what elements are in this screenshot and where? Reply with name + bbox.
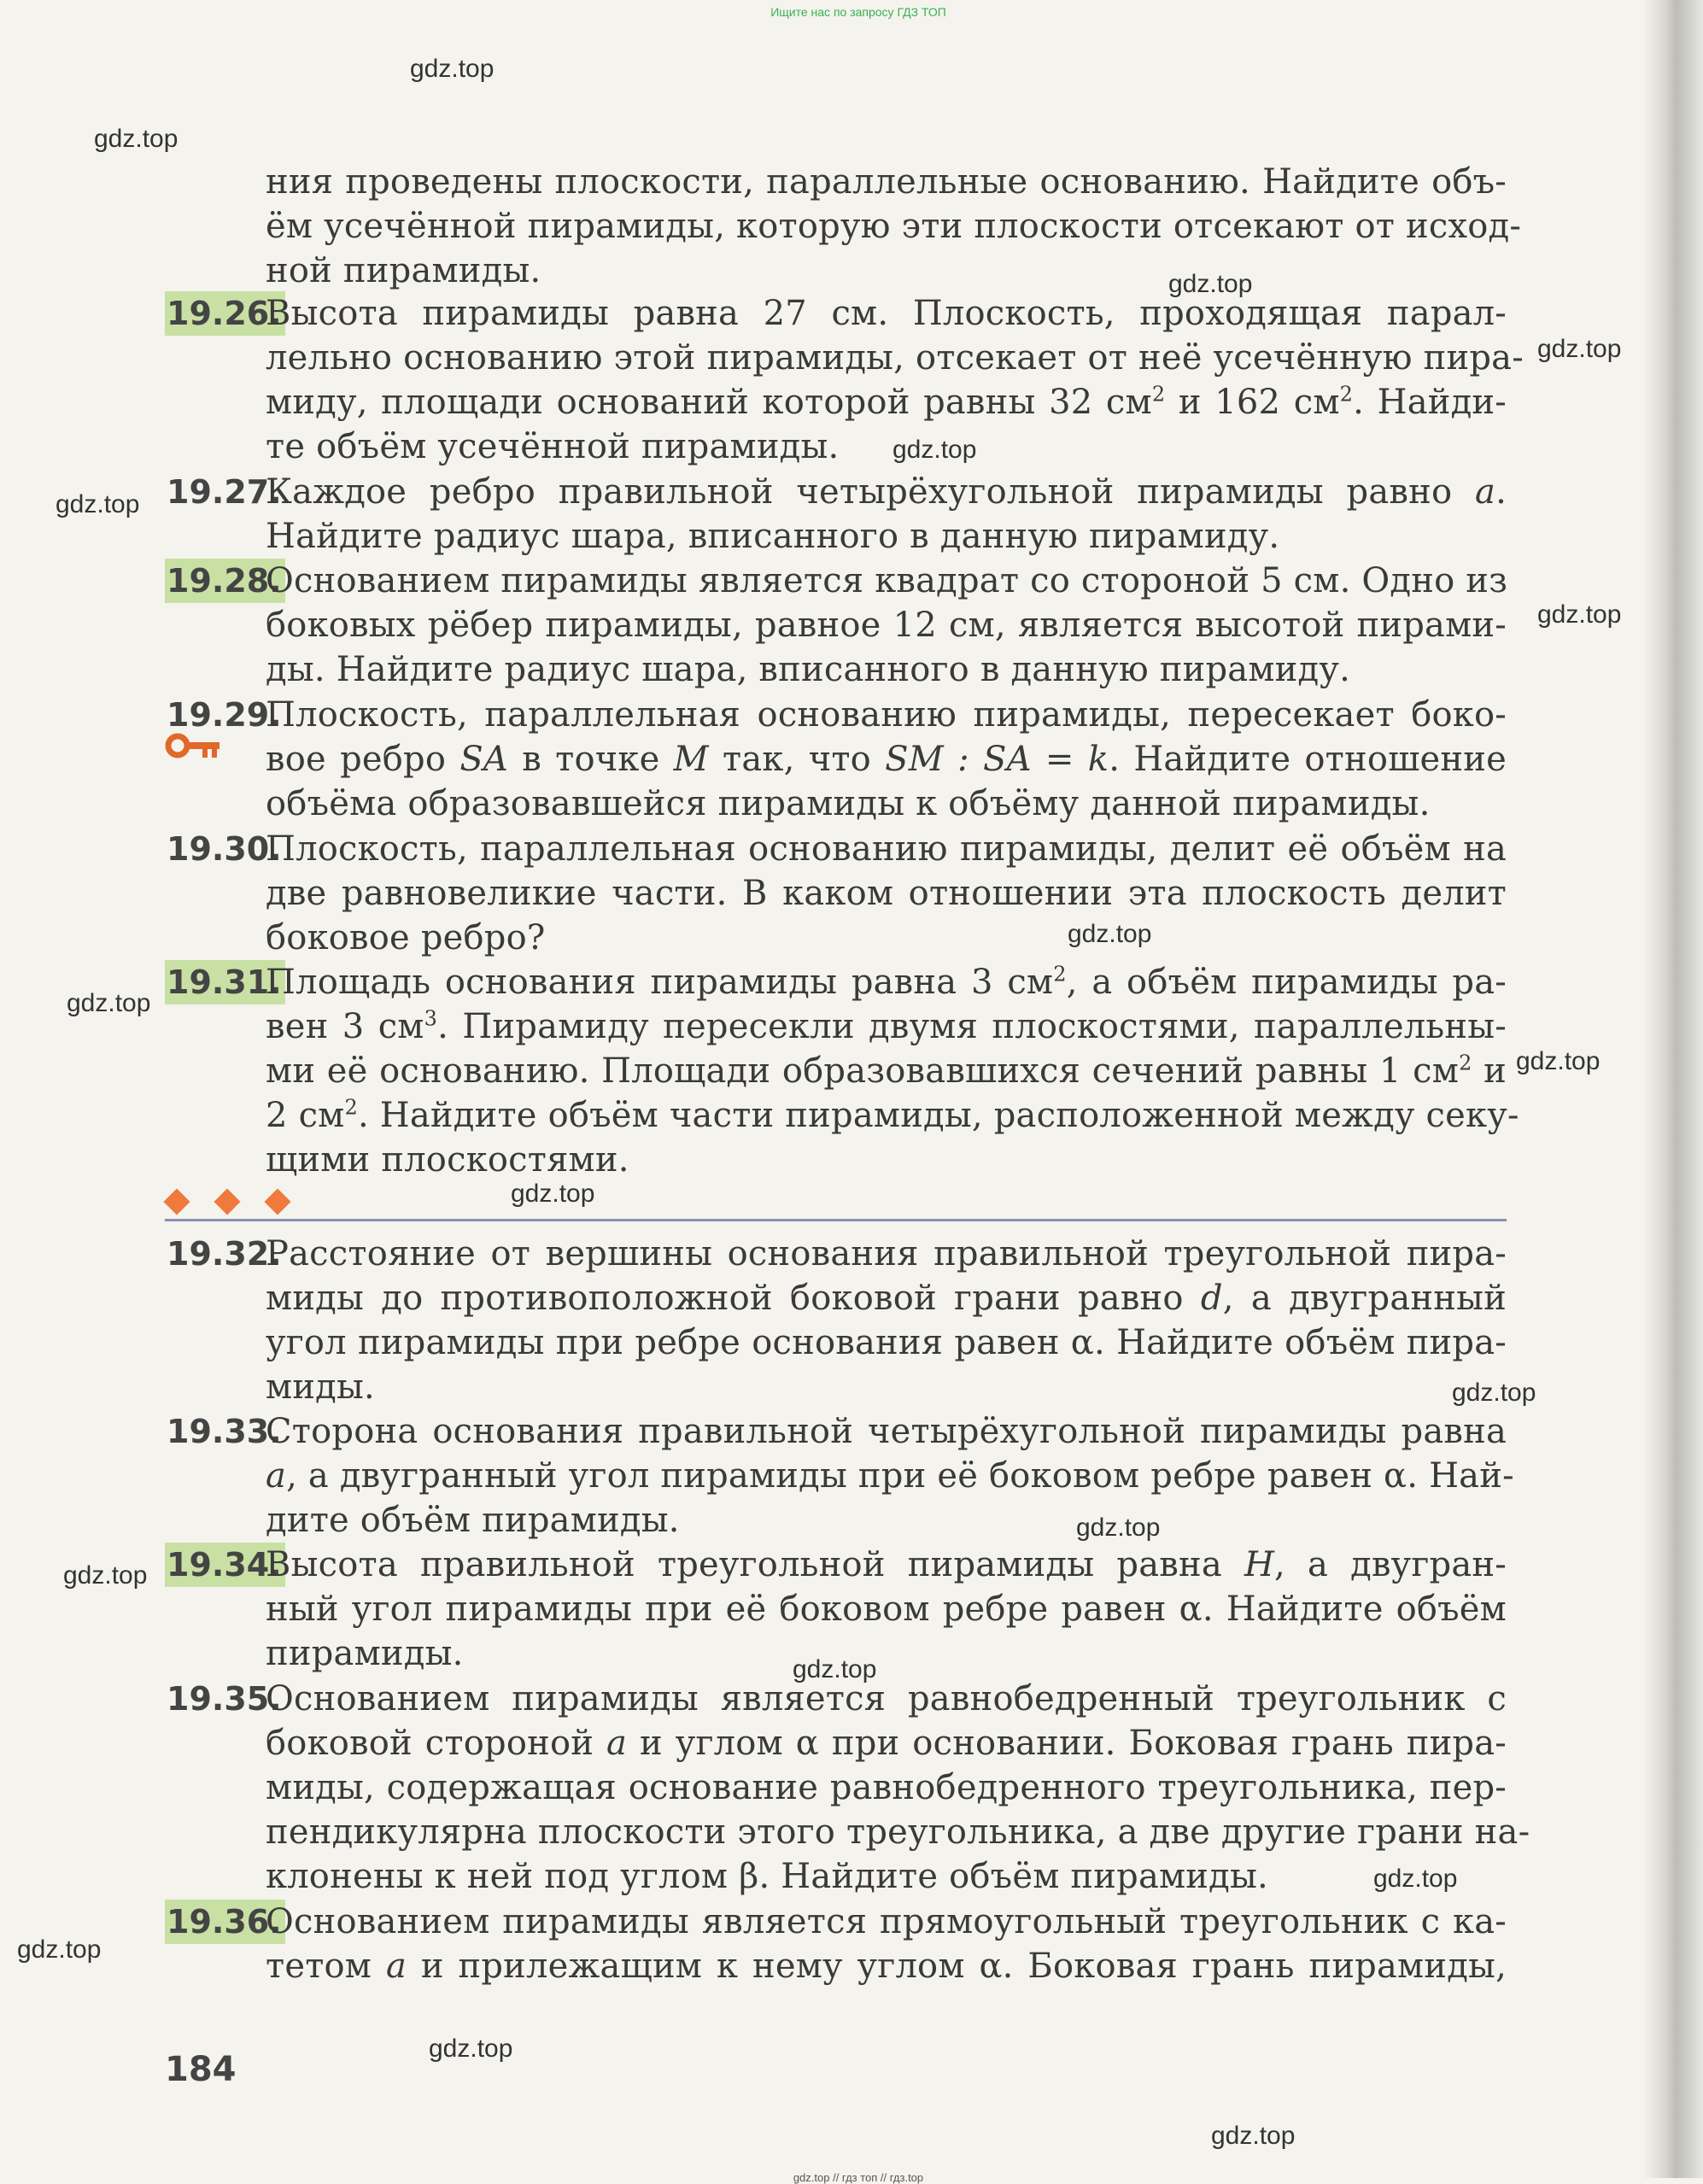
diamond-icon <box>163 1188 190 1215</box>
key-icon <box>165 733 223 762</box>
watermark: gdz.top <box>1452 1379 1536 1407</box>
text-line: пирамиды. <box>266 1634 464 1673</box>
section-divider <box>165 1219 1507 1221</box>
page-number: 184 <box>165 2050 237 2089</box>
text-line: две равновеликие части. В каком отношении эта плоскость делит <box>266 874 1507 913</box>
text-line: лельно основанию этой пирамиды, отсекает от неё усечённую пира- <box>266 338 1524 378</box>
watermark: gdz.top <box>793 1655 877 1683</box>
problem-number: 19.32. <box>167 1235 282 1273</box>
watermark: gdz.top <box>63 1561 148 1590</box>
text-line: Высота пирамиды равна 27 см. Плоскость, проходящая парал- <box>266 294 1507 333</box>
watermark: gdz.top <box>1211 2122 1296 2150</box>
watermark: gdz.top <box>410 55 495 83</box>
watermark: gdz.top <box>1373 1865 1458 1893</box>
text-line: тетом a и прилежащим к нему углом α. Боковая грань пирамиды, <box>266 1947 1507 1986</box>
text-line: ния проведены плоскости, параллельные основанию. Найдите объ- <box>266 162 1507 202</box>
text-line: Каждое ребро правильной четырёхугольной пирамиды равно a. <box>266 472 1507 512</box>
text-line: боковое ребро? <box>266 918 546 957</box>
problem-number: 19.35. <box>167 1680 282 1718</box>
watermark: gdz.top <box>1537 600 1622 629</box>
text-line: вен 3 $см^3$. Пирамиду пересекли двумя плоскостями, параллельны- <box>266 1006 1507 1046</box>
watermark: gdz.top <box>892 436 977 464</box>
watermark: gdz.top <box>56 490 140 518</box>
watermark: gdz.top <box>94 125 178 153</box>
text-line: ды. Найдите радиус шара, вписанного в данную пирамиду. <box>266 650 1350 689</box>
top-banner: Ищите нас по запросу ГДЗ ТОП <box>770 5 946 19</box>
problem-number: 19.33. <box>167 1413 282 1450</box>
watermark: gdz.top <box>1076 1514 1161 1542</box>
text-line: миды, содержащая основание равнобедренного треугольника, пер- <box>266 1768 1507 1807</box>
diamond-icon <box>214 1188 240 1215</box>
watermark: gdz.top <box>1516 1047 1601 1075</box>
problem-number: 19.34. <box>165 1543 285 1587</box>
text-line: Плоскость, параллельная основанию пирамиды, пересекает боко- <box>266 695 1507 735</box>
bottom-banner: gdz.top // гдз топ // гдз.top <box>793 2171 924 2184</box>
text-line: Высота правильной треугольной пирамиды равна H, а двугран- <box>266 1545 1507 1584</box>
problem-number: 19.29. <box>167 696 282 734</box>
text-line: ной пирамиды. <box>266 251 541 290</box>
problem-number: 19.30. <box>167 830 282 868</box>
text-line: Площадь основания пирамиды равна 3 $см^2$, а объём пирамиды ра- <box>266 962 1507 1002</box>
text-line: миду, площади оснований которой равны 32 $см^2$ и 162 $см^2$. Найди- <box>266 382 1507 422</box>
text-line: миды до противоположной боковой грани равно d, а двугранный <box>266 1279 1507 1318</box>
diamond-icon <box>264 1188 290 1215</box>
page-edge <box>1643 0 1703 2178</box>
watermark: gdz.top <box>67 989 151 1017</box>
text-line: 2 $см^2$. Найдите объём части пирамиды, расположенной между секу- <box>266 1095 1519 1135</box>
text-line: ный угол пирамиды при её боковом ребре равен α. Найдите объём <box>266 1590 1507 1629</box>
watermark: gdz.top <box>429 2035 513 2063</box>
text-line: щими плоскостями. <box>266 1140 629 1180</box>
watermark: gdz.top <box>511 1180 595 1208</box>
watermark: gdz.top <box>17 1935 102 1964</box>
text-line: дите объём пирамиды. <box>266 1501 680 1540</box>
text-line: ми её основанию. Площади образовавшихся сечений равны 1 $см^2$ и <box>266 1051 1507 1091</box>
text-line: боковой стороной a и углом α при основании. Боковая грань пира- <box>266 1724 1507 1763</box>
text-line: Плоскость, параллельная основанию пирамиды, делит её объём на <box>266 829 1507 869</box>
text-line: те объём усечённой пирамиды. <box>266 427 840 466</box>
problem-number: 19.27. <box>167 473 282 511</box>
text-line: Сторона основания правильной четырёхугольной пирамиды равна <box>266 1412 1507 1451</box>
text-line: Найдите радиус шара, вписанного в данную пирамиду. <box>266 517 1280 556</box>
text-line: вое ребро SA в точке M так, что SM : SA = k. Найдите отношение <box>266 740 1507 779</box>
watermark: gdz.top <box>1168 270 1253 298</box>
problem-number: 19.36. <box>165 1900 285 1944</box>
text-line: Основанием пирамиды является прямоугольный треугольник с ка- <box>266 1902 1507 1941</box>
watermark: gdz.top <box>1537 335 1622 363</box>
text-line: Расстояние от вершины основания правильной треугольной пира- <box>266 1234 1507 1274</box>
text-line: Основанием пирамиды является равнобедренный треугольник с <box>266 1679 1507 1719</box>
text-line: Основанием пирамиды является квадрат со стороной 5 см. Одно из <box>266 561 1508 600</box>
text-line: пендикулярна плоскости этого треугольника, а две другие грани на- <box>266 1812 1530 1852</box>
watermark: gdz.top <box>1068 920 1152 948</box>
problem-number: 19.31. <box>165 960 285 1004</box>
text-line: угол пирамиды при ребре основания равен α. Найдите объём пира- <box>266 1323 1507 1362</box>
text-line: ём усечённой пирамиды, которую эти плоскости отсекают от исход- <box>266 207 1522 246</box>
text-line: боковых рёбер пирамиды, равное 12 см, является высотой пирами- <box>266 606 1507 645</box>
text-line: миды. <box>266 1367 375 1407</box>
text-line: объёма образовавшейся пирамиды к объёму данной пирамиды. <box>266 784 1431 823</box>
problem-number: 19.26. <box>165 291 285 336</box>
text-line: клонены к ней под углом β. Найдите объём пирамиды. <box>266 1857 1268 1896</box>
problem-number: 19.28. <box>165 559 285 603</box>
text-line: a, а двугранный угол пирамиды при её боковом ребре равен α. Най- <box>266 1456 1514 1496</box>
